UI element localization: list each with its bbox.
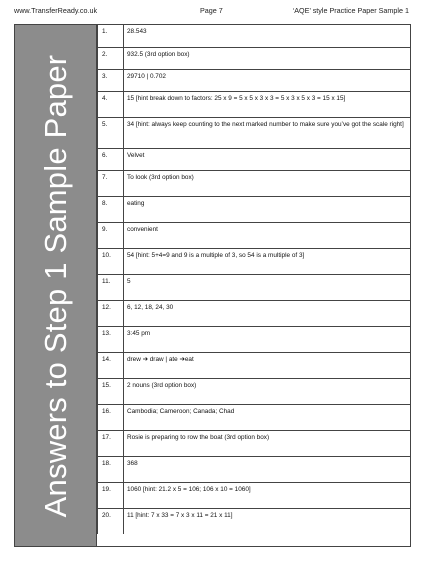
- answer-text: To look (3rd option box): [124, 170, 411, 196]
- table-row: [98, 69, 411, 91]
- site-url: www.TransferReady.co.uk: [14, 6, 98, 15]
- answer-text: 34 [hint: always keep counting to the next marked number to make sure you’ve got the scale right]: [124, 117, 411, 148]
- answer-text: 368: [124, 456, 411, 482]
- answer-text: 54 [hint: 5+4=9 and 9 is a multiple of 3, so 54 is a multiple of 3]: [124, 248, 411, 274]
- answers-table: [97, 25, 410, 534]
- answer-number: 6.: [98, 148, 124, 170]
- answer-number: 2.: [98, 47, 124, 69]
- answer-text: convenient: [124, 222, 411, 248]
- answer-number: 8.: [98, 196, 124, 222]
- answer-text: Velvet: [124, 148, 411, 170]
- answer-number: 10.: [98, 248, 124, 274]
- answer-number: 15.: [98, 378, 124, 404]
- answer-number: 3.: [98, 69, 124, 91]
- table-row: [98, 326, 411, 352]
- answer-number: 5.: [98, 117, 124, 148]
- answer-text: 1060 [hint: 21.2 x 5 = 106; 106 x 10 = 1060]: [124, 482, 411, 508]
- table-row: [98, 25, 411, 47]
- table-row: [98, 196, 411, 222]
- table-row: [98, 47, 411, 69]
- answer-text: drew ➔ draw | ate ➔eat: [124, 352, 411, 378]
- answer-number: 12.: [98, 300, 124, 326]
- table-row: [98, 117, 411, 148]
- answer-number: 20.: [98, 508, 124, 534]
- paper-title: ‘AQE’ style Practice Paper Sample 1: [292, 6, 409, 15]
- answer-number: 18.: [98, 456, 124, 482]
- page-number: Page 7: [200, 6, 223, 15]
- table-row: [98, 222, 411, 248]
- answer-number: 1.: [98, 25, 124, 47]
- answer-text: 6, 12, 18, 24, 30: [124, 300, 411, 326]
- table-row: [98, 456, 411, 482]
- answer-number: 17.: [98, 430, 124, 456]
- answer-number: 4.: [98, 91, 124, 117]
- answer-sheet: [14, 24, 411, 547]
- table-row: [98, 352, 411, 378]
- answer-number: 13.: [98, 326, 124, 352]
- table-row: [98, 378, 411, 404]
- answer-text: 29710 | 0.702: [124, 69, 411, 91]
- table-row: [98, 430, 411, 456]
- answer-text: 2 nouns (3rd option box): [124, 378, 411, 404]
- answer-text: 15 [hint break down to factors: 25 x 9 = 5 x 5 x 3 x 3 = 5 x 3 x 5 x 3 = 15 x 15]: [124, 91, 411, 117]
- answer-text: Cambodia; Cameroon; Canada; Chad: [124, 404, 411, 430]
- table-row: [98, 274, 411, 300]
- answer-text: 28.543: [124, 25, 411, 47]
- table-row: [98, 91, 411, 117]
- table-row: [98, 482, 411, 508]
- answer-text: 5: [124, 274, 411, 300]
- table-row: [98, 300, 411, 326]
- page-header: [14, 6, 409, 18]
- answer-number: 11.: [98, 274, 124, 300]
- sidebar-panel: [15, 25, 97, 546]
- answer-text: 11 [hint: 7 x 33 = 7 x 3 x 11 = 21 x 11]: [124, 508, 411, 534]
- answer-text: 932.5 (3rd option box): [124, 47, 411, 69]
- answer-number: 7.: [98, 170, 124, 196]
- table-row: [98, 248, 411, 274]
- table-row: [98, 508, 411, 534]
- answer-text: eating: [124, 196, 411, 222]
- answer-number: 19.: [98, 482, 124, 508]
- sidebar-title: Answers to Step 1 Sample Paper: [38, 54, 73, 518]
- answer-text: 3:45 pm: [124, 326, 411, 352]
- answer-text: Rosie is preparing to row the boat (3rd option box): [124, 430, 411, 456]
- answer-number: 14.: [98, 352, 124, 378]
- answer-number: 9.: [98, 222, 124, 248]
- table-row: [98, 170, 411, 196]
- answer-number: 16.: [98, 404, 124, 430]
- table-row: [98, 148, 411, 170]
- table-row: [98, 404, 411, 430]
